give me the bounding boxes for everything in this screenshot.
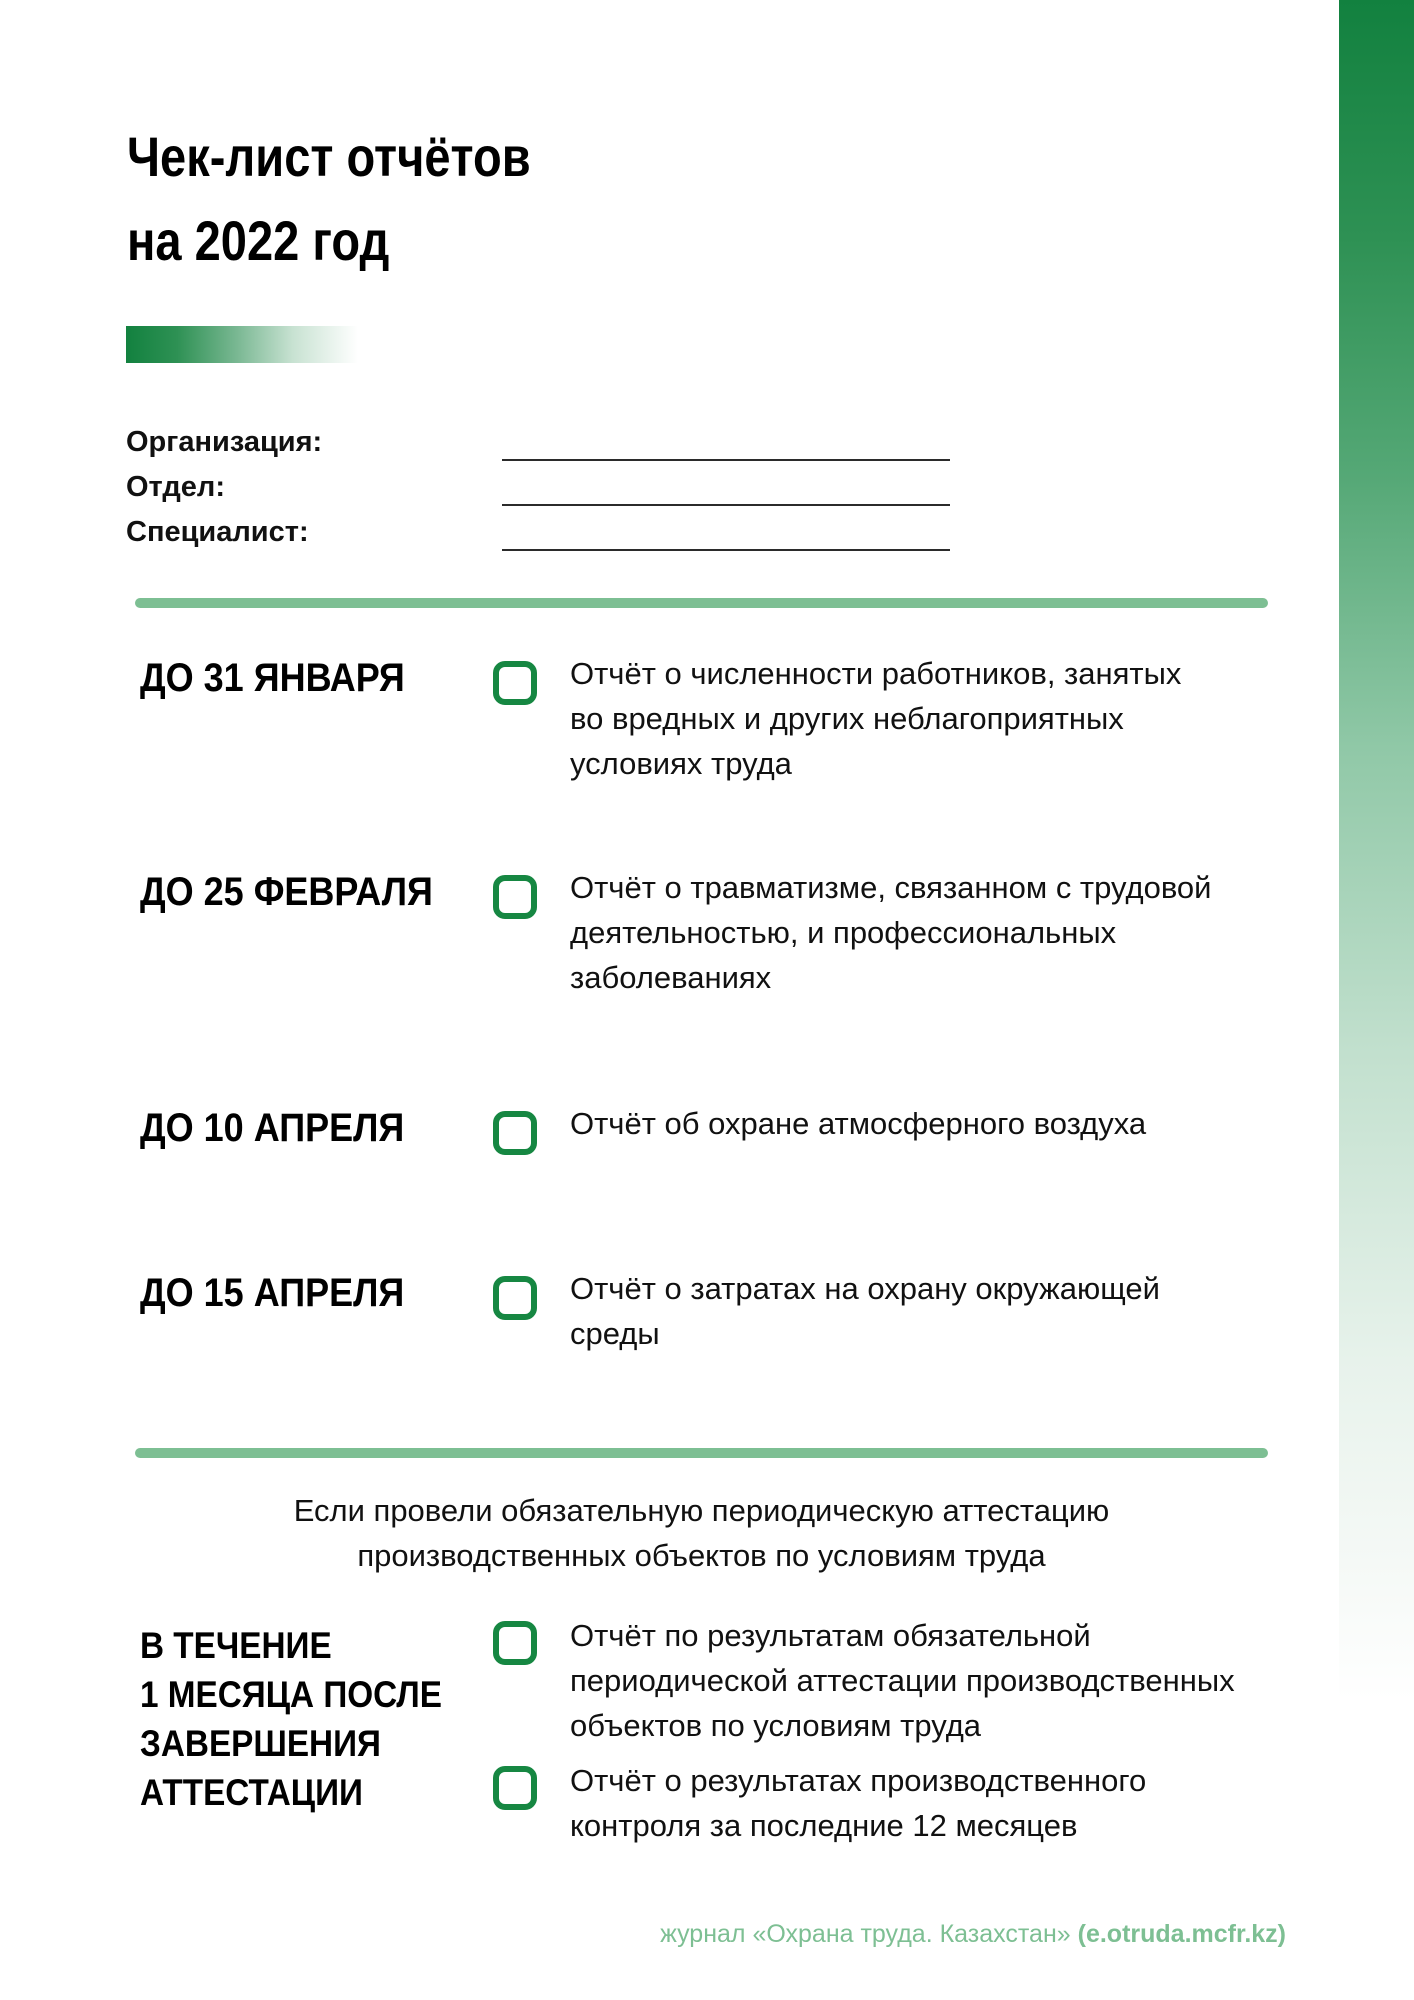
checkbox-attestation-report[interactable] <box>493 1621 537 1665</box>
department-label: Отдел: <box>126 471 225 503</box>
footer <box>660 1918 1286 1950</box>
conditional-note: Если провели обязательную периодическую аттестацию производственных объектов по условиям труда <box>293 1493 1110 1573</box>
organization-input-line[interactable] <box>502 459 950 461</box>
report-description: Отчёт по результатам обязательной периодической аттестации производственных объектов по условиям труда <box>570 1618 1235 1743</box>
report-description: Отчёт о травматизме, связанном с трудовой деятельностью, и профессиональных заболеваниях <box>570 870 1212 995</box>
checkbox-april10[interactable] <box>493 1111 537 1155</box>
section-divider-top <box>135 598 1268 608</box>
report-description: Отчёт об охране атмосферного воздуха <box>570 1106 1147 1141</box>
page-title-line1: Чек-лист отчётов <box>127 125 531 188</box>
deadline-label: ДО 25 ФЕВРАЛЯ <box>140 870 433 914</box>
journal-site-link[interactable]: (e.otruda.mcfr.kz) <box>1077 1920 1286 1948</box>
report-description: Отчёт о затратах на охрану окружающей среды <box>570 1271 1160 1351</box>
specialist-input-line[interactable] <box>502 549 950 551</box>
report-description: Отчёт о результатах производственного контроля за последние 12 месяцев <box>570 1763 1147 1843</box>
report-description: Отчёт о численности работников, занятых во вредных и других неблагоприятных условиях труда <box>570 656 1182 781</box>
page-title-line2: на 2022 год <box>127 209 390 272</box>
section-divider-bottom <box>135 1448 1268 1458</box>
organization-label: Организация: <box>126 426 323 458</box>
form-row-specialist <box>0 513 1414 559</box>
form-row-department <box>0 468 1414 514</box>
specialist-label: Специалист: <box>126 516 309 548</box>
checkbox-april15[interactable] <box>493 1276 537 1320</box>
checkbox-february[interactable] <box>493 875 537 919</box>
deadline-label: ДО 31 ЯНВАРЯ <box>140 656 405 700</box>
page-title <box>127 115 531 283</box>
title-accent-bar <box>126 326 358 363</box>
journal-name: журнал «Охрана труда. Казахстан» <box>660 1920 1071 1948</box>
department-input-line[interactable] <box>502 504 950 506</box>
deadline-label: ДО 15 АПРЕЛЯ <box>140 1271 405 1315</box>
right-gradient-stripe <box>1339 0 1414 1700</box>
checkbox-production-control-report[interactable] <box>493 1766 537 1810</box>
form-row-organization <box>0 423 1414 469</box>
deadline-label: ДО 10 АПРЕЛЯ <box>140 1106 405 1150</box>
attestation-period-label: В ТЕЧЕНИЕ 1 МЕСЯЦА ПОСЛЕ ЗАВЕРШЕНИЯ АТТЕСТАЦИИ <box>140 1625 442 1813</box>
checkbox-january[interactable] <box>493 661 537 705</box>
